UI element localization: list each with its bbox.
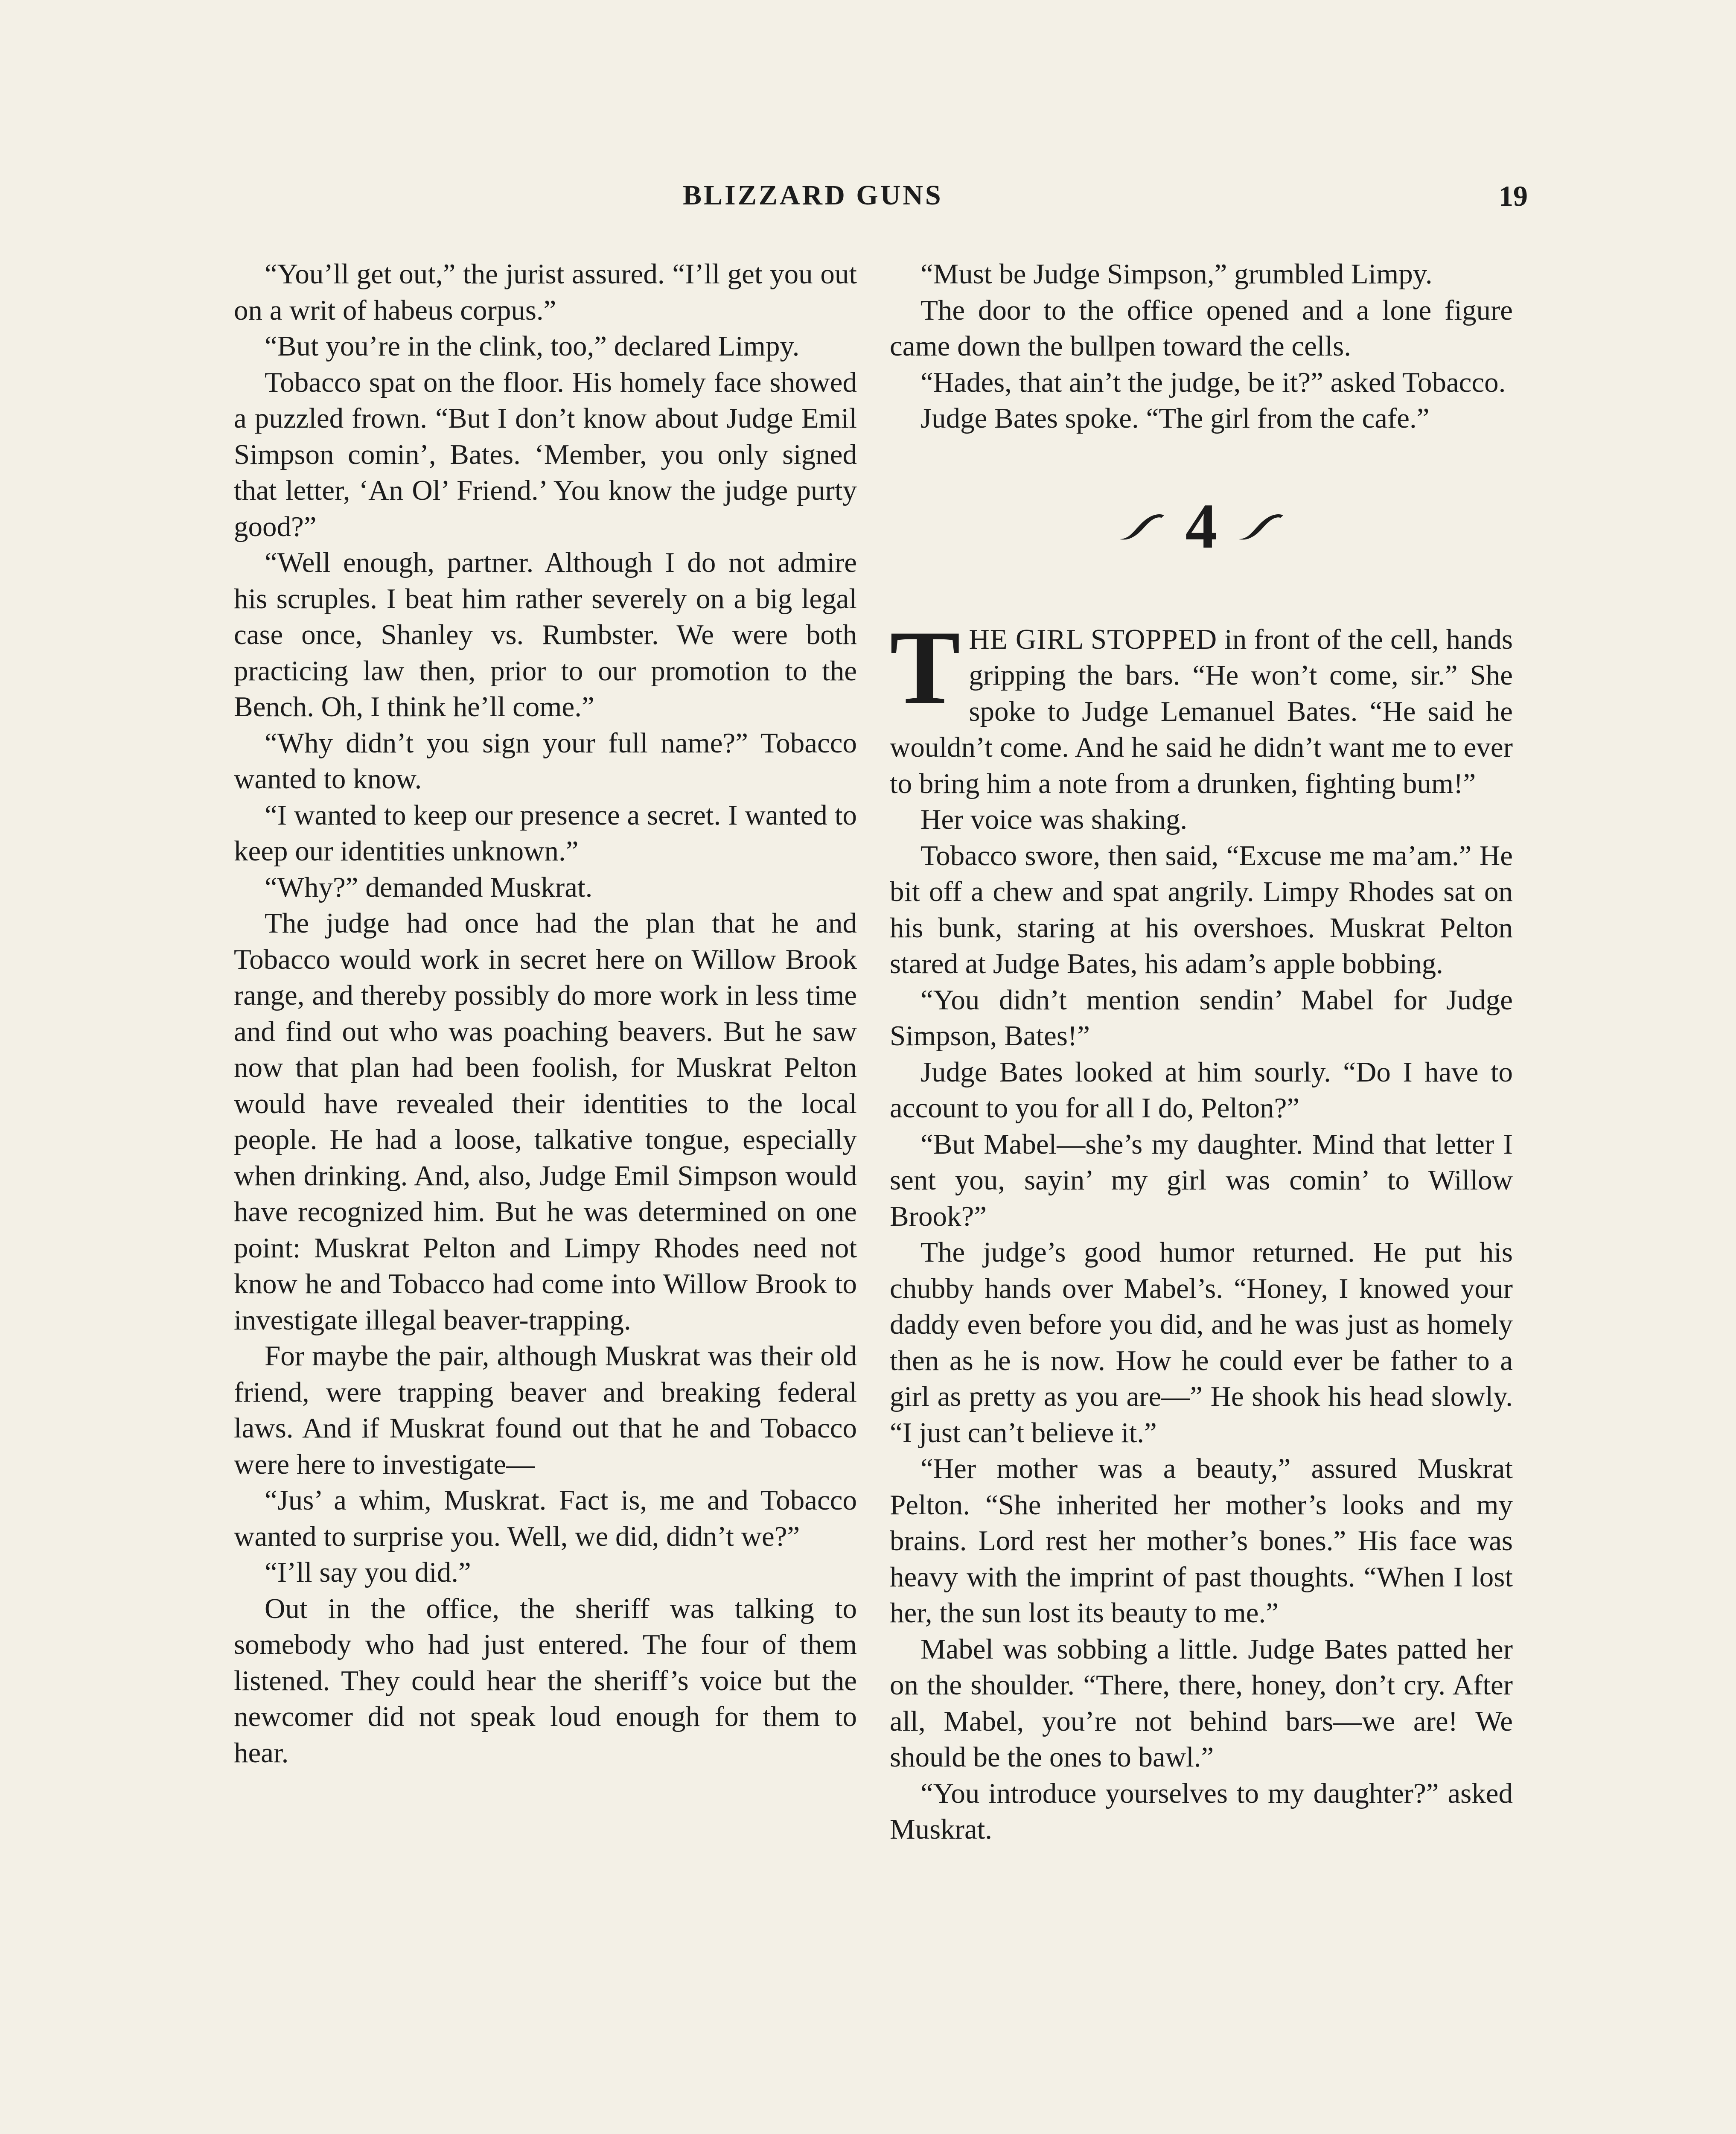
right-flourish-ornament bbox=[1235, 511, 1287, 542]
paragraph: The judge had once had the plan that he and Tobacco would work in secret here on Willow Brook range, and thereby possibly do more work in less time and find out who was poaching beavers. But he saw now that plan had been foolish, for Muskrat Pelton would have revealed their identities to the local people. He had a loose, talkative tongue, especially when drinking. And, also, Judge Emil Simpson would have recognized him. But he was determined on one point: Muskrat Pelton and Limpy Rhodes need not know he and Tobacco had come into Willow Brook to investigate illegal beaver-trapping. bbox=[234, 907, 857, 1336]
paragraph: “Jus’ a whim, Muskrat. Fact is, me and Tobacco wanted to surprise you. Well, we did, didn’t we?” bbox=[234, 1484, 857, 1552]
drop-cap: T bbox=[890, 621, 961, 726]
chapter-heading bbox=[890, 481, 1513, 571]
paragraph: The door to the office opened and a lone figure came down the bullpen toward the cells. bbox=[890, 294, 1513, 362]
paragraph: The judge’s good humor returned. He put his chubby hands over Mabel’s. “Honey, I knowed your daddy even before you did, and he was just as homely then as he is now. How he could ever be father to a girl as pretty as you are—” He shook his head slowly. “I just can’t believe it.” bbox=[890, 1236, 1513, 1449]
chapter-number: 4 bbox=[1185, 490, 1218, 562]
paragraph: For maybe the pair, although Muskrat was their old friend, were trapping beaver and breaking federal laws. And if Muskrat found out that he and Tobacco were here to investigate— bbox=[234, 1340, 857, 1480]
page-header bbox=[683, 179, 1528, 226]
paragraph: “Her mother was a beauty,” assured Muskrat Pelton. “She inherited her mother’s looks and my brains. Lord rest her mother’s bones.” His face was heavy with the imprint of past thoughts. “When I lost her, the sun lost its beauty to me.” bbox=[890, 1453, 1513, 1629]
paragraph: “I’ll say you did.” bbox=[265, 1557, 471, 1588]
paragraph: Tobacco spat on the floor. His homely face showed a puzzled frown. “But I don’t know about Judge Emil Simpson comin’, Bates. ‘Member, you only signed that letter, ‘An Ol’ Friend.’ You know the judge purty good?” bbox=[234, 366, 857, 542]
paragraph: “Must be Judge Simpson,” grumbled Limpy. bbox=[920, 258, 1433, 290]
paragraph: “You didn’t mention sendin’ Mabel for Judge Simpson, Bates!” bbox=[890, 984, 1513, 1052]
paragraph: Tobacco swore, then said, “Excuse me ma’am.” He bit off a chew and spat angrily. Limpy Rhodes sat on his bunk, staring at his overshoes. Muskrat Pelton stared at Judge Bates, his adam’s apple bobbing. bbox=[890, 840, 1513, 980]
paragraph: Out in the office, the sheriff was talking to somebody who had just entered. The four of them listened. They could hear the sheriff’s voice but the newcomer did not speak loud enough for them to hear. bbox=[234, 1592, 857, 1769]
paragraph: “Why?” demanded Muskrat. bbox=[265, 871, 593, 903]
paragraph: Judge Bates looked at him sourly. “Do I have to account to you for all I do, Pelton?” bbox=[890, 1056, 1513, 1124]
paragraph: “Hades, that ain’t the judge, be it?” asked Tobacco. bbox=[920, 366, 1506, 398]
page-number: 19 bbox=[1499, 180, 1528, 212]
paragraph: “But you’re in the clink, too,” declared Limpy. bbox=[265, 330, 800, 362]
right-column bbox=[890, 256, 1513, 1848]
paragraph: “But Mabel—she’s my daughter. Mind that letter I sent you, sayin’ my girl was comin’ to Willow Brook?” bbox=[890, 1128, 1513, 1232]
paragraph: Mabel was sobbing a little. Judge Bates patted her on the shoulder. “There, there, honey, don’t cry. After all, Mabel, you’re not behind bars—we are! We should be the ones to bawl.” bbox=[890, 1633, 1513, 1773]
paragraph: “Why didn’t you sign your full name?” Tobacco wanted to know. bbox=[234, 727, 857, 795]
paragraph: “You’ll get out,” the jurist assured. “I’ll get you out on a writ of habeus corpus.” bbox=[234, 258, 857, 326]
paragraph: Judge Bates spoke. “The girl from the cafe.” bbox=[920, 402, 1430, 434]
paragraph: “You introduce yourselves to my daughter?” asked Muskrat. bbox=[890, 1777, 1513, 1845]
opening-rest: in front of the cell, hands gripping the bars. “He won’t come, sir.” She spoke to Judge Lemanuel Bates. “He said he wouldn’t come. And he said he didn’t want me to ever to bring him a note from a drunken, fighting bum!” bbox=[890, 623, 1513, 799]
paragraph: “Well enough, partner. Although I do not admire his scruples. I beat him rather severely on a big legal case once, Shanley vs. Rumbster. We were both practicing law then, prior to our promotion to the Bench. Oh, I think he’ll come.” bbox=[234, 547, 857, 723]
chapter-opening-paragraph bbox=[890, 621, 1513, 802]
left-column bbox=[234, 256, 857, 1771]
opening-text bbox=[890, 621, 1513, 802]
opening-caps: HE GIRL STOPPED bbox=[969, 623, 1218, 655]
paragraph: Her voice was shaking. bbox=[920, 804, 1188, 835]
running-title: BLIZZARD GUNS bbox=[683, 180, 943, 211]
left-flourish-ornament bbox=[1116, 511, 1168, 542]
paragraph: “I wanted to keep our presence a secret. I wanted to keep our identities unknown.” bbox=[234, 799, 857, 867]
